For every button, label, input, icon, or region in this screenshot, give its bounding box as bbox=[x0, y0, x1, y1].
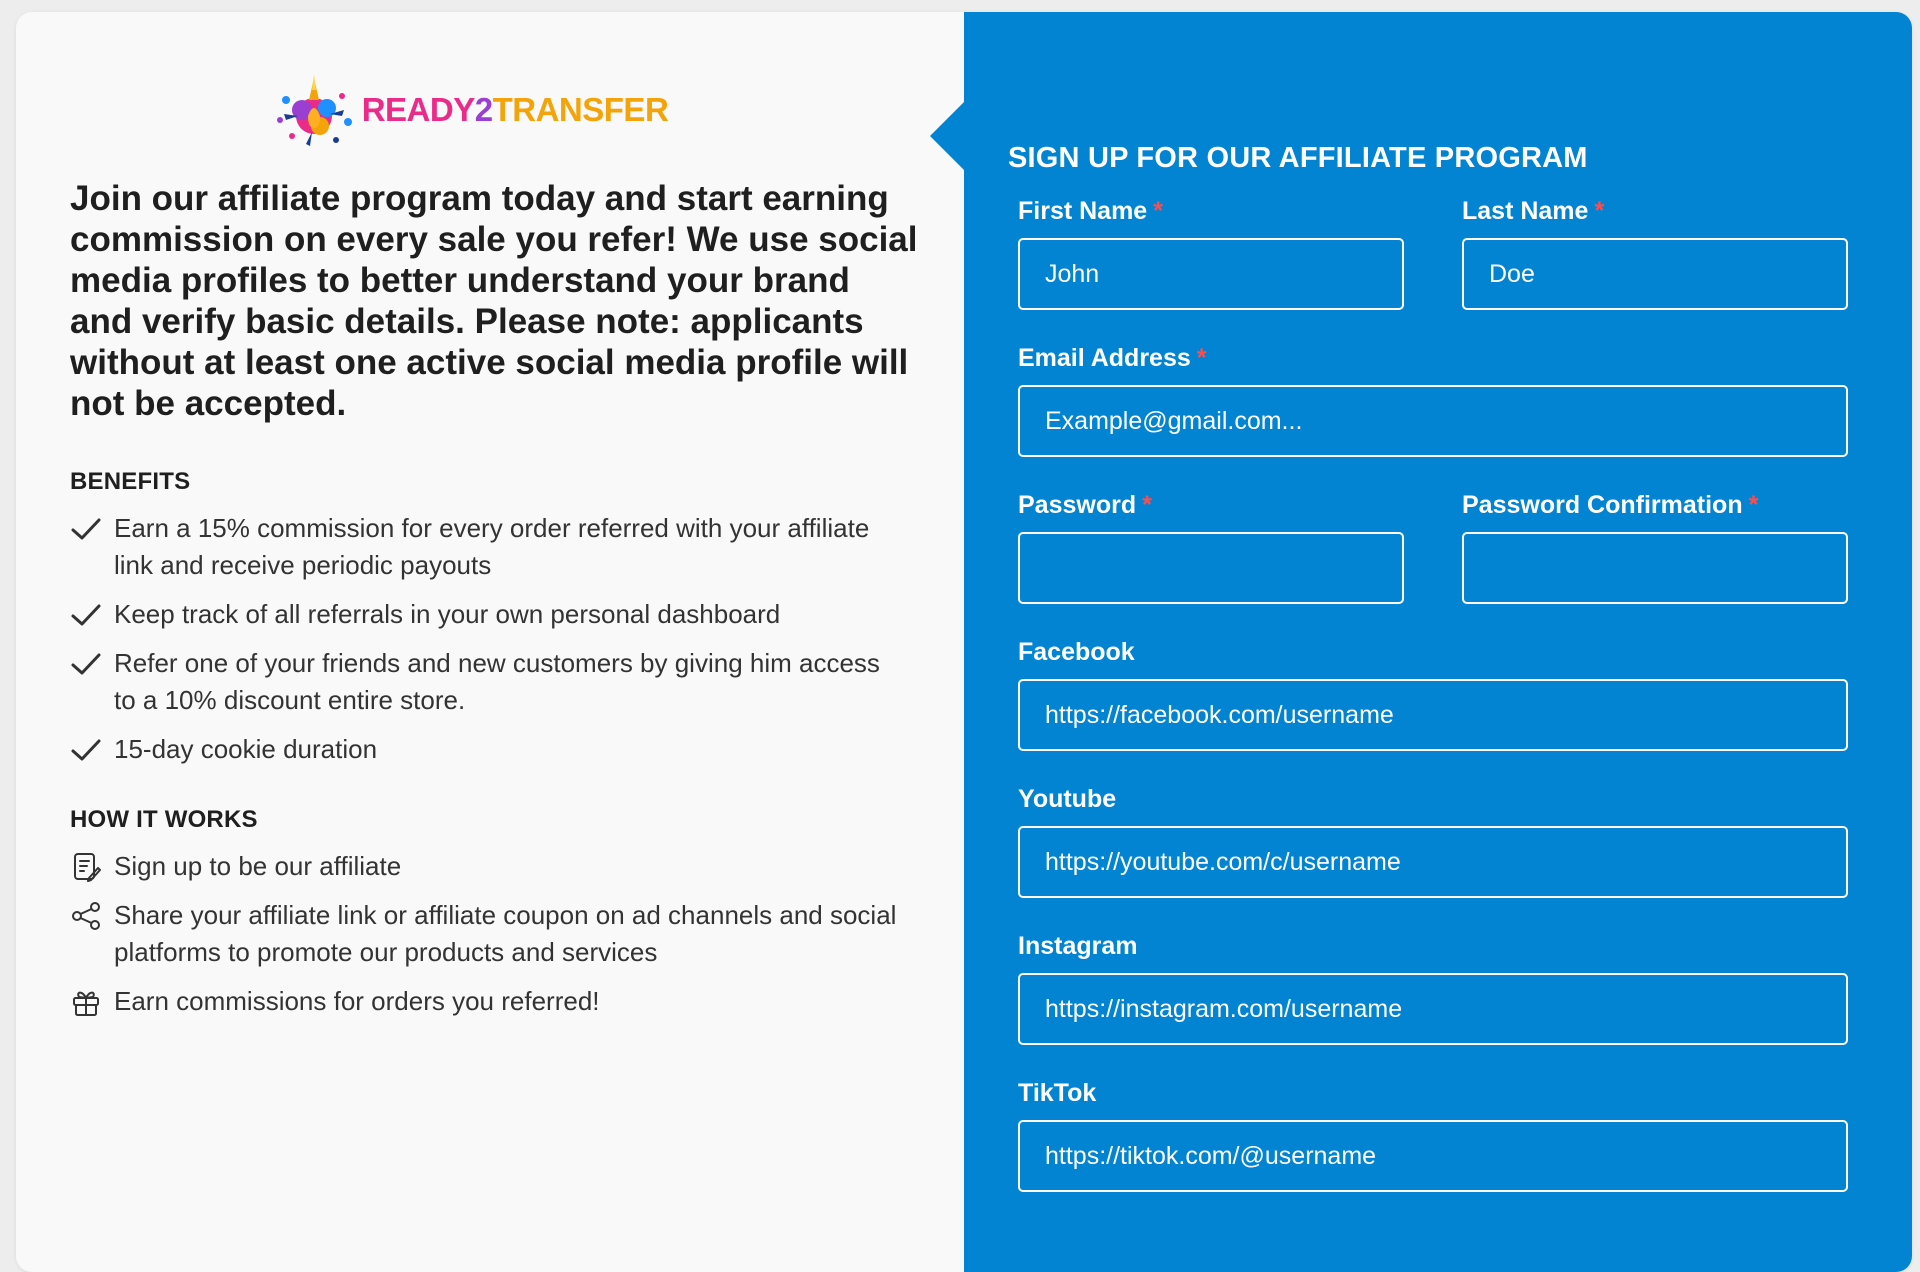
last-name-label bbox=[1462, 197, 1848, 226]
brand-name-part1: READY bbox=[361, 91, 475, 128]
required-asterisk: * bbox=[1196, 344, 1207, 372]
required-asterisk: * bbox=[1142, 491, 1152, 519]
form-title: SIGN UP FOR OUR AFFILIATE PROGRAM bbox=[1008, 142, 1588, 174]
benefits-list bbox=[70, 510, 910, 768]
first-name-label bbox=[1018, 197, 1404, 226]
required-asterisk: * bbox=[1594, 197, 1605, 225]
signup-form-icon bbox=[70, 851, 102, 883]
last-name-input[interactable] bbox=[1462, 238, 1848, 310]
facebook-label: Facebook bbox=[1018, 638, 1135, 666]
required-asterisk: * bbox=[1153, 197, 1163, 225]
facebook-field-group bbox=[1018, 638, 1848, 751]
last-name-field-group bbox=[1462, 197, 1848, 310]
signup-form-panel bbox=[964, 12, 1912, 1272]
check-icon bbox=[70, 734, 102, 766]
email-label-text: Email Address bbox=[1018, 344, 1191, 372]
how-it-works-text: Sign up to be our affiliate bbox=[114, 851, 402, 881]
benefit-text: Earn a 15% commission for every order referred with your affiliate link and receive periodic payouts bbox=[114, 513, 870, 580]
email-input[interactable] bbox=[1018, 385, 1848, 457]
password-confirmation-field-group bbox=[1462, 491, 1848, 604]
info-panel bbox=[16, 12, 964, 1272]
how-it-works-list bbox=[70, 848, 910, 1020]
brand-name bbox=[362, 91, 669, 129]
password-confirmation-label bbox=[1462, 491, 1848, 520]
benefit-item bbox=[70, 596, 910, 633]
password-field-group bbox=[1018, 491, 1404, 604]
first-name-input[interactable] bbox=[1018, 238, 1404, 310]
paint-splash-logo-icon bbox=[272, 70, 356, 150]
facebook-input[interactable] bbox=[1018, 679, 1848, 751]
how-it-works-item bbox=[70, 848, 910, 885]
instagram-input[interactable] bbox=[1018, 973, 1848, 1045]
benefit-item bbox=[70, 645, 910, 719]
instagram-field-group bbox=[1018, 932, 1848, 1045]
youtube-input[interactable] bbox=[1018, 826, 1848, 898]
name-row bbox=[1018, 197, 1848, 344]
instagram-label: Instagram bbox=[1018, 932, 1138, 960]
benefit-text: Refer one of your friends and new customers by giving him access to a 10% discount entire store. bbox=[114, 648, 880, 715]
brand-name-part2: 2 bbox=[474, 91, 493, 128]
how-it-works-item bbox=[70, 897, 910, 971]
last-name-label-text: Last Name bbox=[1462, 197, 1589, 225]
tiktok-field-group bbox=[1018, 1079, 1848, 1192]
password-confirmation-label-text: Password Confirmation bbox=[1462, 491, 1743, 519]
check-icon bbox=[70, 513, 102, 545]
affiliate-signup-form bbox=[1018, 197, 1848, 1192]
share-icon bbox=[70, 900, 102, 932]
gift-icon bbox=[70, 986, 102, 1018]
email-label bbox=[1018, 344, 1848, 373]
how-it-works-text: Share your affiliate link or affiliate coupon on ad channels and social platforms to promote our products and services bbox=[114, 900, 897, 967]
affiliate-signup-card bbox=[16, 12, 1912, 1272]
brand-logo bbox=[70, 70, 870, 150]
how-it-works-item bbox=[70, 983, 910, 1020]
check-icon bbox=[70, 599, 102, 631]
email-field-group bbox=[1018, 344, 1848, 457]
password-row bbox=[1018, 491, 1848, 638]
benefit-text: 15-day cookie duration bbox=[114, 734, 378, 764]
password-label bbox=[1018, 491, 1404, 520]
benefit-text: Keep track of all referrals in your own personal dashboard bbox=[114, 599, 781, 629]
intro-text: Join our affiliate program today and start earning commission on every sale you refer! We use social media profiles to better understand your brand and verify basic details. Please note: applicants without at least one active social media profile will not be accepted. bbox=[70, 179, 918, 423]
check-icon bbox=[70, 648, 102, 680]
tiktok-label: TikTok bbox=[1018, 1079, 1097, 1107]
panel-pointer bbox=[930, 102, 964, 170]
youtube-field-group bbox=[1018, 785, 1848, 898]
benefit-item bbox=[70, 510, 910, 584]
brand-name-part3: TRANSFER bbox=[492, 91, 669, 128]
how-it-works-title: HOW IT WORKS bbox=[70, 806, 258, 833]
first-name-label-text: First Name bbox=[1018, 197, 1148, 225]
how-it-works-text: Earn commissions for orders you referred! bbox=[114, 986, 600, 1016]
benefit-item bbox=[70, 731, 910, 768]
benefits-title: BENEFITS bbox=[70, 468, 191, 495]
tiktok-input[interactable] bbox=[1018, 1120, 1848, 1192]
password-label-text: Password bbox=[1018, 491, 1137, 519]
required-asterisk: * bbox=[1748, 491, 1759, 519]
youtube-label: Youtube bbox=[1018, 785, 1117, 813]
password-confirmation-input[interactable] bbox=[1462, 532, 1848, 604]
first-name-field-group bbox=[1018, 197, 1404, 310]
password-input[interactable] bbox=[1018, 532, 1404, 604]
